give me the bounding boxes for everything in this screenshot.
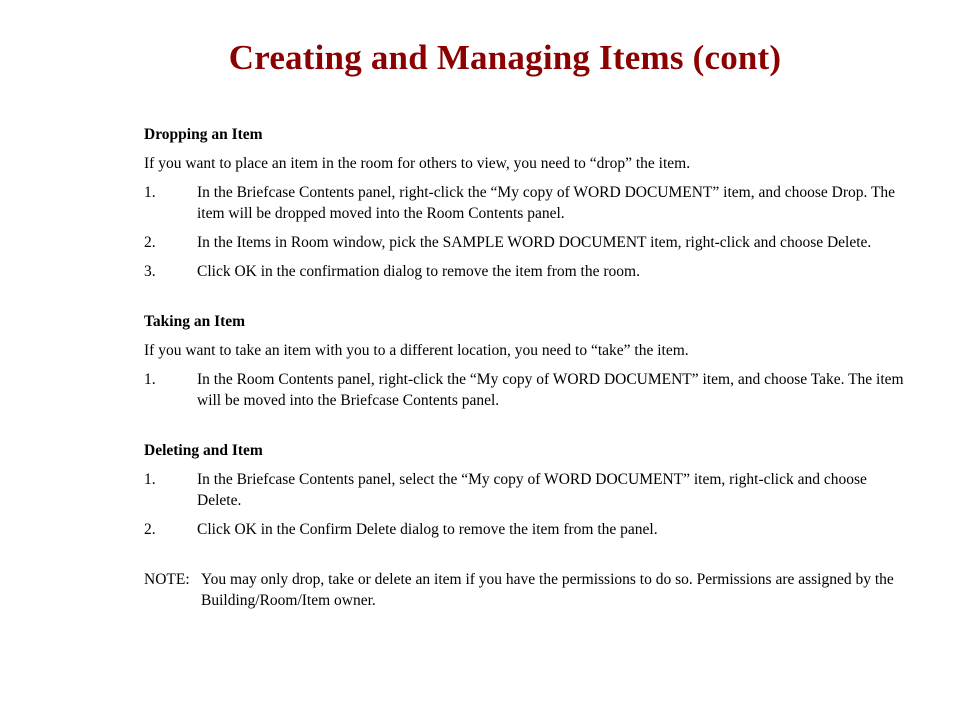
list-item-text: In the Briefcase Contents panel, right-click the “My copy of WORD DOCUMENT” item, and choose Drop. The item will be dropped moved into the Room Contents panel.	[197, 184, 896, 222]
section-spacer	[144, 548, 904, 569]
list-item-text: Click OK in the confirmation dialog to remove the item from the room.	[197, 263, 640, 280]
note-label: NOTE:	[144, 571, 190, 588]
list-item-number: 2.	[144, 521, 156, 538]
list-item-text: Click OK in the Confirm Delete dialog to remove the item from the panel.	[197, 521, 658, 538]
list-item	[144, 261, 904, 282]
list-item-text: In the Briefcase Contents panel, select the “My copy of WORD DOCUMENT” item, right-click and choose Delete.	[197, 471, 867, 509]
note-text: You may only drop, take or delete an item if you have the permissions to do so. Permissions are assigned by the Building/Room/Item owner.	[201, 571, 894, 609]
section-spacer	[144, 419, 904, 440]
section-heading-deleting: Deleting and Item	[144, 442, 263, 459]
page-title: Creating and Managing Items (cont)	[228, 38, 782, 77]
list-item-text: In the Room Contents panel, right-click the “My copy of WORD DOCUMENT” item, and choose Take. The item will be moved into the Briefcase Contents panel.	[197, 371, 904, 409]
list-item-number: 2.	[144, 234, 156, 251]
list-item	[144, 182, 904, 224]
note	[144, 569, 904, 611]
list-item-number: 1.	[144, 371, 156, 388]
list-item	[144, 369, 904, 411]
list-item-number: 3.	[144, 263, 156, 280]
list-item-text: In the Items in Room window, pick the SAMPLE WORD DOCUMENT item, right-click and choose Delete.	[197, 234, 872, 251]
section-spacer	[144, 290, 904, 311]
section-heading-dropping: Dropping an Item	[144, 126, 263, 143]
list-item-number: 1.	[144, 184, 156, 201]
slide-content	[144, 124, 904, 611]
list-item	[144, 519, 904, 540]
list-item-number: 1.	[144, 471, 156, 488]
section-heading-taking: Taking an Item	[144, 313, 246, 330]
list-item	[144, 232, 904, 253]
dropping-intro: If you want to place an item in the room for others to view, you need to “drop” the item.	[144, 155, 691, 172]
taking-intro: If you want to take an item with you to a different location, you need to “take” the item.	[144, 342, 689, 359]
list-item	[144, 469, 904, 511]
